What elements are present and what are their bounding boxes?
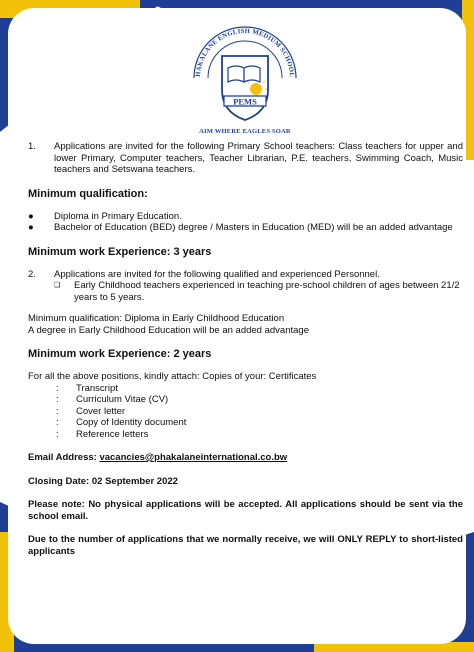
bullet-icon: ● (28, 222, 34, 233)
school-crest-icon (180, 16, 310, 128)
notice-card (8, 8, 466, 644)
list-item (28, 211, 463, 223)
svg-text:PEMS: PEMS (233, 96, 257, 107)
email-label: Email Address: (28, 452, 97, 463)
sub-list-text: Early Childhood teachers experienced in teaching pre-school children of ages between 21/2 years to 5 years. (74, 280, 460, 303)
section-2 (28, 269, 463, 281)
heading-min-qualification: Minimum qualification: (28, 187, 148, 200)
attachment-item: : Copy of Identity document (56, 417, 187, 428)
attach-intro: For all the above positions, kindly attach: Copies of your: Certificates (28, 371, 317, 382)
list-item-text: Diploma in Primary Education. (54, 210, 182, 222)
heading-experience-2: Minimum work Experience: 2 years (28, 348, 212, 360)
section-number: 2. (28, 268, 36, 280)
ecd-qualification: Minimum qualification: Diploma in Early Childhood Education (28, 313, 285, 324)
email-link[interactable]: vacancies@phakalaneinternational.co.bw (99, 452, 288, 463)
notice-content (28, 141, 463, 557)
school-logo (180, 16, 310, 134)
ecd-advantage: A degree in Early Childhood Education will be an added advantage (28, 324, 309, 336)
attachment-item: : Transcript (56, 382, 118, 394)
section-1 (28, 141, 463, 176)
school-motto: AIM WHERE EAGLES SOAR (199, 128, 291, 135)
list-item-text: Bachelor of Education (BED) degree / Masters in Education (MED) will be an added advantage (54, 222, 453, 233)
attachment-item: : Cover letter (56, 405, 126, 417)
svg-text:PHAKALANE ENGLISH MEDIUM SCHOO: HAKALANE ENGLISH MEDIUM SCHOOL (194, 27, 296, 78)
reply-note: Due to the number of applications that we normally receive, we will ONLY REPLY to short-listed applicants (28, 534, 463, 557)
checkbox-bullet-icon: ❑ (54, 282, 61, 289)
attachment-item: : Curriculum Vitae (CV) (56, 394, 169, 405)
sub-list-item (54, 280, 463, 303)
closing-date: Closing Date: 02 September 2022 (28, 475, 178, 487)
physical-applications-note: Please note: No physical applications will be accepted. All applications should be sent via the school email. (28, 499, 463, 522)
section-text: Applications are invited for the following Primary School teachers: Class teachers for upper and lower Primary, Computer teachers, Teacher Librarian, P.E. teachers, Swimming Coach, Music teachers and Setswana teachers. (54, 141, 463, 175)
attachment-item: : Reference letters (56, 428, 149, 440)
section-text: Applications are invited for the following qualified and experienced Personnel. (54, 268, 380, 280)
list-item (28, 222, 463, 234)
bullet-icon: ● (28, 210, 34, 222)
section-number: 1. (28, 141, 36, 152)
email-line (28, 452, 463, 464)
heading-experience-1: Minimum work Experience: 3 years (28, 245, 212, 258)
